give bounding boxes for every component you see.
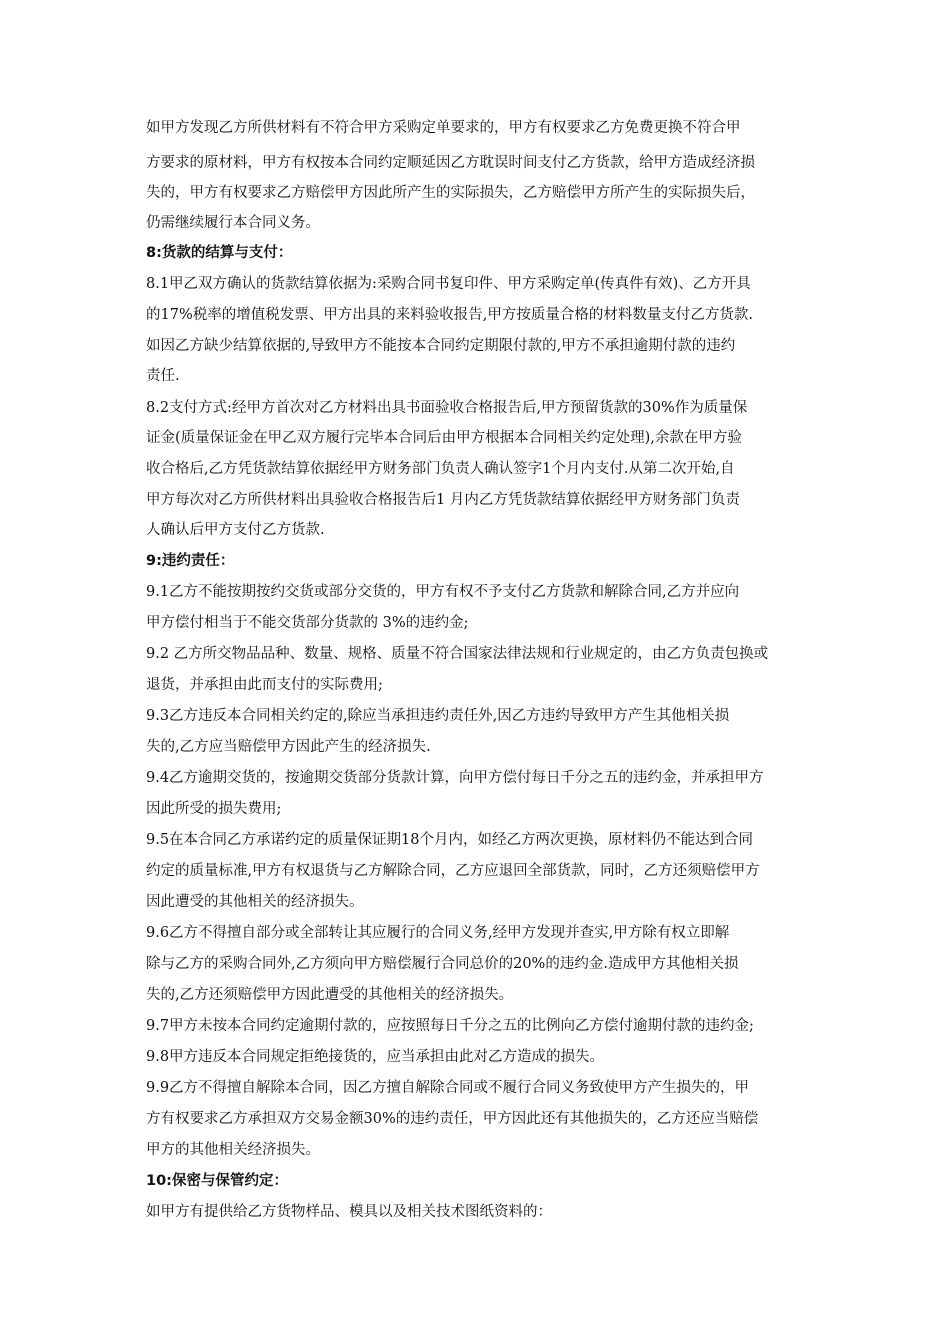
paragraph-line: 人确认后甲方支付乙方货款. [146, 522, 325, 538]
paragraph-line: 方有权要求乙方承担双方交易金额30%的违约责任，甲方因此还有其他损失的，乙方还应当赔偿 [146, 1111, 759, 1127]
paragraph-line: 9.9乙方不得擅自解除本合同，因乙方擅自解除合同或不履行合同义务致使甲方产生损失的，甲 [146, 1080, 750, 1096]
paragraph-line: 9.1乙方不能按期按约交货或部分交货的，甲方有权不予支付乙方货款和解除合同,乙方并应向 [146, 584, 740, 600]
paragraph-line: 证金(质量保证金在甲乙双方履行完毕本合同后由甲方根据本合同相关约定处理),余款在甲方验 [146, 430, 742, 446]
paragraph-line: 9.4乙方逾期交货的，按逾期交货部分货款计算，向甲方偿付每日千分之五的违约金，并承担甲方 [146, 770, 764, 786]
paragraph-line: 失的，甲方有权要求乙方赔偿甲方因此所产生的实际损失，乙方赔偿甲方所产生的实际损失后， [146, 185, 755, 201]
paragraph-line: 9.3乙方违反本合同相关约定的,除应当承担违约责任外,因乙方违约导致甲方产生其他相关损 [146, 708, 730, 724]
paragraph-line: 责任. [146, 368, 180, 384]
paragraph-line: 退货，并承担由此而支付的实际费用; [146, 677, 383, 693]
paragraph-line: 9.8甲方违反本合同规定拒绝接货的，应当承担由此对乙方造成的损失。 [146, 1049, 605, 1065]
section-heading-9: 9:违约责任： [146, 553, 235, 569]
paragraph-line: 甲方的其他相关经济损失。 [146, 1142, 320, 1158]
paragraph-line: 9.2 乙方所交物品品种、数量、规格、质量不符合国家法律法规和行业规定的，由乙方负责包换或 [146, 646, 769, 662]
paragraph-line: 9.7甲方未按本合同约定逾期付款的，应按照每日千分之五的比例向乙方偿付逾期付款的违约金; [146, 1018, 754, 1034]
paragraph-line: 如因乙方缺少结算依据的,导致甲方不能按本合同约定期限付款的,甲方不承担逾期付款的违约 [146, 338, 736, 354]
paragraph-line: 如甲方发现乙方所供材料有不符合甲方采购定单要求的，甲方有权要求乙方免费更换不符合甲 [146, 120, 741, 136]
paragraph-line: 约定的质量标准,甲方有权退货与乙方解除合同，乙方应退回全部货款，同时，乙方还须赔偿甲方 [146, 863, 760, 879]
paragraph-line: 的17%税率的增值税发票、甲方出具的来料验收报告,甲方按质量合格的材料数量支付乙方货款. [146, 307, 753, 323]
paragraph-line: 方要求的原材料，甲方有权按本合同约定顺延因乙方耽误时间支付乙方货款，给甲方造成经济损 [146, 155, 755, 171]
paragraph-line: 除与乙方的采购合同外,乙方须向甲方赔偿履行合同总价的20%的违约金.造成甲方其他相关损 [146, 956, 739, 972]
paragraph-line: 8.2支付方式:经甲方首次对乙方材料出具书面验收合格报告后,甲方预留货款的30%作为质量保 [146, 400, 748, 416]
section-heading-8: 8:货款的结算与支付： [146, 245, 293, 261]
paragraph-line: 9.5在本合同乙方承诺约定的质量保证期18个月内，如经乙方两次更换，原材料仍不能达到合同 [146, 832, 754, 848]
section-heading-10: 10:保密与保管约定： [146, 1173, 288, 1189]
paragraph-line: 失的,乙方还须赔偿甲方因此遭受的其他相关的经济损失。 [146, 987, 514, 1003]
paragraph-line: 失的,乙方应当赔偿甲方因此产生的经济损失. [146, 739, 431, 755]
paragraph-line: 因此遭受的其他相关的经济损失。 [146, 894, 364, 910]
paragraph-line: 因此所受的损失费用; [146, 801, 282, 817]
paragraph-line: 8.1甲乙双方确认的货款结算依据为:采购合同书复印件、甲方采购定单(传真件有效)、乙方开具 [146, 276, 751, 292]
paragraph-line: 甲方每次对乙方所供材料出具验收合格报告后1 月内乙方凭货款结算依据经甲方财务部门负责 [146, 492, 740, 508]
paragraph-line: 如甲方有提供给乙方货物样品、模具以及相关技术图纸资料的： [146, 1204, 552, 1220]
paragraph-line: 甲方偿付相当于不能交货部分货款的 3%的违约金; [146, 615, 469, 631]
paragraph-line: 收合格后,乙方凭货款结算依据经甲方财务部门负责人确认签字1个月内支付.从第二次开始,自 [146, 461, 735, 477]
paragraph-line: 仍需继续履行本合同义务。 [146, 215, 320, 231]
paragraph-line: 9.6乙方不得擅自部分或全部转让其应履行的合同义务,经甲方发现并查实,甲方除有权立即解 [146, 925, 730, 941]
